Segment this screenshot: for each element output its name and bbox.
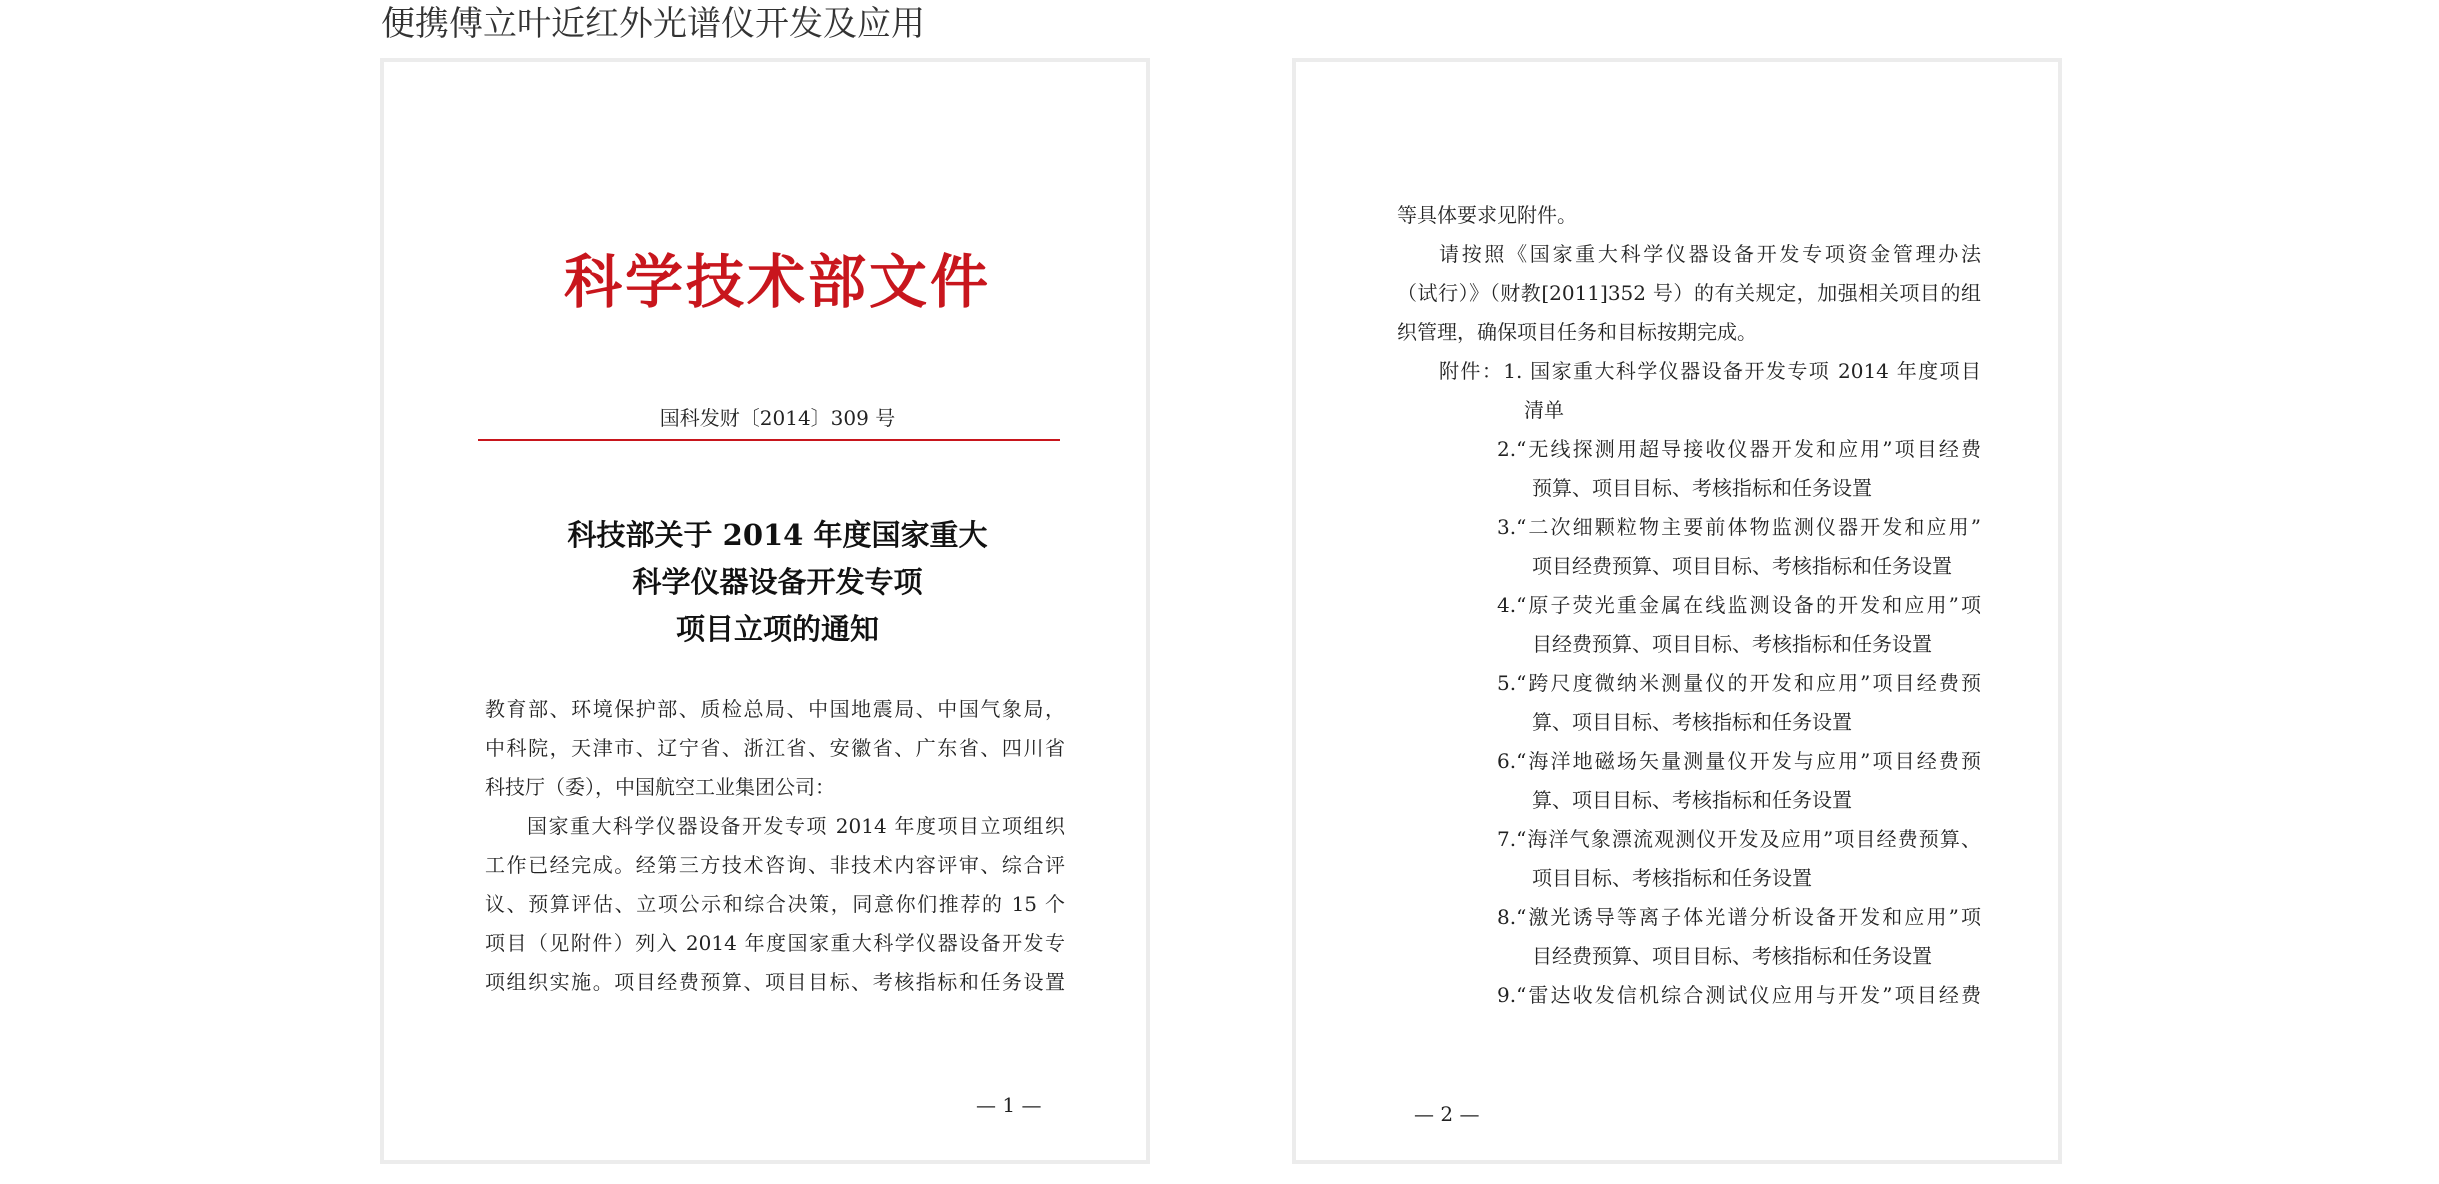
issuer-title: 科学技术部文件	[563, 248, 991, 316]
attachment-item-continued: 项目目标、考核指标和任务设置	[1532, 866, 1812, 890]
attachment-item: 7.“海洋气象漂流观测仪开发及应用”项目经费预算、	[1497, 827, 1981, 851]
document-number: 国科发财〔2014〕309 号	[659, 406, 896, 430]
body-line: 项组织实施。项目经费预算、项目目标、考核指标和任务设置	[485, 970, 1065, 994]
body-line: 项目（见附件）列入 2014 年度国家重大科学仪器设备开发专	[485, 931, 1065, 955]
subject-line: 项目立项的通知	[675, 612, 879, 646]
notice-body	[485, 690, 1065, 1002]
recipient-line: 教育部、环境保护部、质检总局、中国地震局、中国气象局，	[485, 697, 1065, 721]
recipient-line: 中科院，天津市、辽宁省、浙江省、安徽省、广东省、四川省	[485, 736, 1065, 760]
document-heading: 便携傅立叶近红外光谱仪开发及应用	[381, 4, 925, 44]
recipient-line: 科技厅（委），中国航空工业集团公司：	[485, 775, 835, 799]
attachment-item-continued: 目经费预算、项目目标、考核指标和任务设置	[1532, 944, 1932, 968]
attachment-item-continued: 项目经费预算、项目目标、考核指标和任务设置	[1532, 554, 1952, 578]
attachment-item-continued: 算、项目目标、考核指标和任务设置	[1532, 710, 1852, 734]
attachment-item-continued: 清单	[1524, 398, 1564, 422]
attachment-item-continued: 预算、项目目标、考核指标和任务设置	[1532, 476, 1872, 500]
attachment-item: 5.“跨尺度微纳米测量仪的开发和应用”项目经费预	[1497, 671, 1981, 695]
body-line: 议、预算评估、立项公示和综合决策，同意你们推荐的 15 个	[485, 892, 1065, 916]
body-line: 工作已经完成。经第三方技术咨询、非技术内容评审、综合评	[485, 853, 1065, 877]
attachment-item: 2.“无线探测用超导接收仪器开发和应用”项目经费	[1497, 437, 1981, 461]
red-divider	[478, 439, 1060, 441]
page-number: — 2 —	[1414, 1102, 1480, 1126]
attachment-item: 附件：1. 国家重大科学仪器设备开发专项 2014 年度项目	[1439, 359, 1981, 383]
document-page-2	[1292, 58, 2062, 1164]
subject-line: 科技部关于 2014 年度国家重大	[567, 518, 988, 552]
body-line: 织管理，确保项目任务和目标按期完成。	[1397, 320, 1757, 344]
attachment-item-continued: 目经费预算、项目目标、考核指标和任务设置	[1532, 632, 1932, 656]
page-number: — 1 —	[976, 1093, 1042, 1117]
attachment-item: 9.“雷达收发信机综合测试仪应用与开发”项目经费	[1497, 983, 1981, 1007]
attachment-item: 4.“原子荧光重金属在线监测设备的开发和应用”项	[1497, 593, 1981, 617]
body-line: 国家重大科学仪器设备开发专项 2014 年度项目立项组织	[527, 814, 1065, 838]
body-line: 请按照《国家重大科学仪器设备开发专项资金管理办法	[1439, 242, 1981, 266]
attachment-item: 6.“海洋地磁场矢量测量仪开发与应用”项目经费预	[1497, 749, 1981, 773]
attachment-item: 3.“二次细颗粒物主要前体物监测仪器开发和应用”	[1497, 515, 1981, 539]
attachment-item-continued: 算、项目目标、考核指标和任务设置	[1532, 788, 1852, 812]
body-line: （试行）》（财教[2011]352 号）的有关规定，加强相关项目的组	[1397, 281, 1981, 305]
subject-line: 科学仪器设备开发专项	[632, 565, 923, 599]
attachment-item: 8.“激光诱导等离子体光谱分析设备开发和应用”项	[1497, 905, 1981, 929]
body-line: 等具体要求见附件。	[1397, 203, 1577, 227]
document-page-1	[380, 58, 1150, 1164]
notice-subject	[384, 512, 1146, 653]
notice-body-continued	[1397, 196, 1981, 1015]
